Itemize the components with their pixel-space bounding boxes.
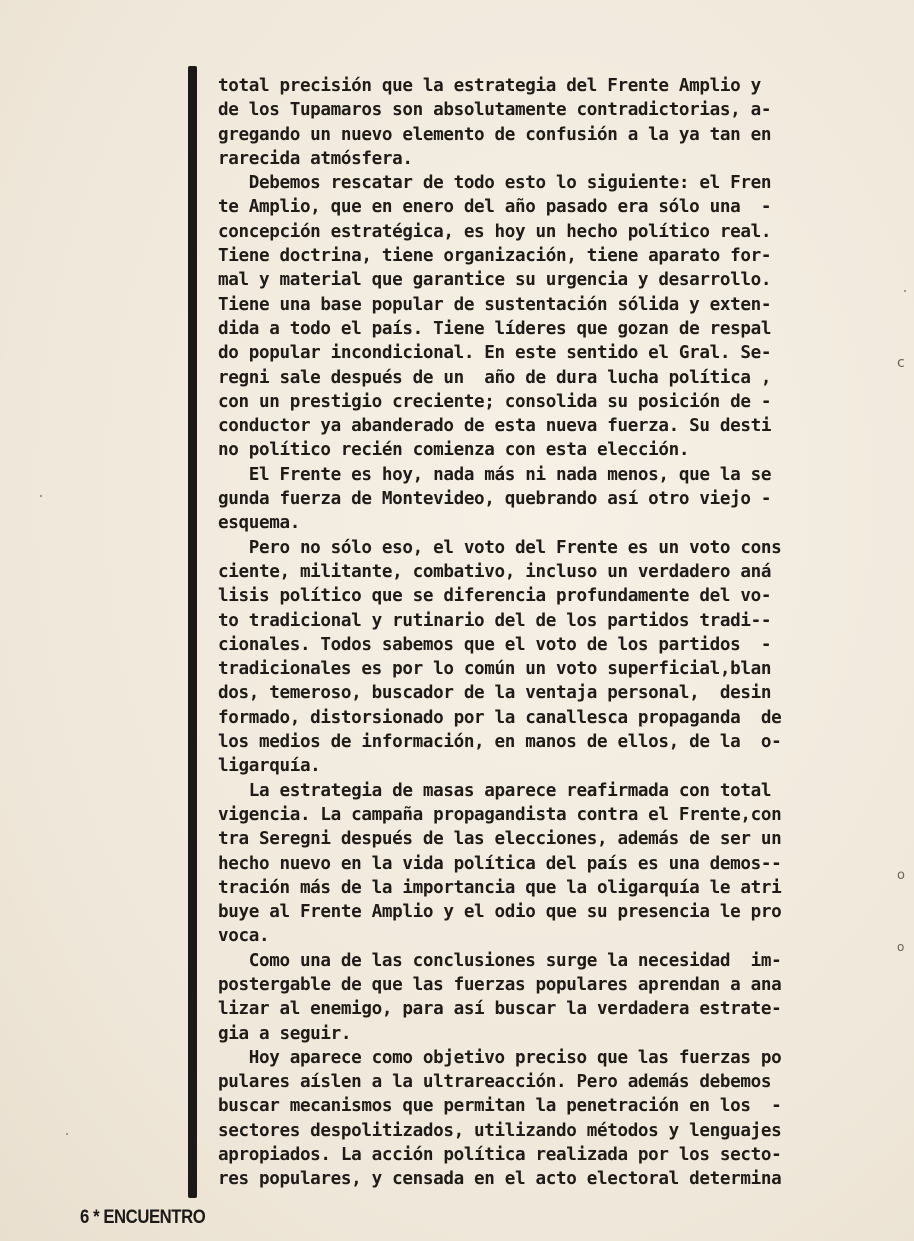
text-line: sectores despolitizados, utilizando métodos y lenguajes [218,1120,782,1141]
text-line: no político recién comienza con esta elección. [218,440,690,461]
text-line: El Frente es hoy, nada más ni nada menos, que la se [218,464,772,485]
text-line: con un prestigio creciente; consolida su posición de - [218,391,772,412]
text-line: voca. [218,926,270,947]
punch-hole-mark: c [897,355,905,371]
text-line: dos, temeroso, buscador de la ventaja personal, desin [218,683,772,704]
text-line: regni sale después de un año de dura lucha política , [218,367,772,388]
text-line: ligarquía. [218,756,321,777]
text-line: concepción estratégica, es hoy un hecho político real. [218,221,772,242]
text-line: te Amplio, que en enero del año pasado era sólo una - [218,197,772,218]
text-line: buye al Frente Amplio y el odio que su presencia le pro [218,902,782,923]
paper-speck [66,1133,68,1135]
text-line: Debemos rescatar de todo esto lo siguiente: el Fren [218,173,772,194]
text-line: ciente, militante, combativo, incluso un verdadero aná [218,561,772,582]
text-line: vigencia. La campaña propagandista contra el Frente,con [218,804,782,825]
text-line: cionales. Todos sabemos que el voto de los partidos - [218,634,772,655]
text-line: buscar mecanismos que permitan la penetración en los - [218,1096,782,1117]
text-line: los medios de información, en manos de ellos, de la o- [218,732,782,753]
text-line: gunda fuerza de Montevideo, quebrando así otro viejo - [218,489,772,510]
paper-speck [904,290,906,292]
text-line: res populares, y censada en el acto electoral determina [218,1169,782,1190]
punch-hole-mark: o [897,868,905,883]
punch-hole-mark: o [897,940,905,954]
text-line: lisis político que se diferencia profundamente del vo- [218,586,772,607]
text-line: rarecida atmósfera. [218,148,413,169]
text-line: Tiene doctrina, tiene organización, tiene aparato for- [218,246,772,267]
text-line: to tradicional y rutinario del de los partidos tradi-- [218,610,772,631]
paper-speck [40,495,42,497]
body-text [218,74,890,1192]
text-line: do popular incondicional. En este sentido el Gral. Se- [218,343,772,364]
text-line: Como una de las conclusiones surge la necesidad im- [218,950,782,971]
text-line: gregando un nuevo elemento de confusión a la ya tan en [218,124,772,145]
text-line: hecho nuevo en la vida política del país es una demos-- [218,853,782,874]
text-line: formado, distorsionado por la canallesca propaganda de [218,707,782,728]
text-line: gia a seguir. [218,1023,352,1044]
text-line: Tiene una base popular de sustentación sólida y exten- [218,294,772,315]
text-line: postergable de que las fuerzas populares aprendan a ana [218,974,782,995]
text-line: esquema. [218,513,300,534]
text-line: total precisión que la estrategia del Frente Amplio y [218,76,761,96]
text-line: mal y material que garantice su urgencia y desarrollo. [218,270,772,291]
text-line: Pero no sólo eso, el voto del Frente es un voto cons [218,537,782,558]
margin-rule [188,66,197,1198]
page-footer: 6 * ENCUENTRO [80,1207,206,1228]
text-line: conductor ya abanderado de esta nueva fuerza. Su desti [218,416,772,437]
text-line: lizar al enemigo, para así buscar la verdadera estrate- [218,999,782,1020]
text-line: dida a todo el país. Tiene líderes que gozan de respal [218,318,772,339]
text-line: La estrategia de masas aparece reafirmada con total [218,780,772,801]
text-line: tradicionales es por lo común un voto superficial,blan [218,659,772,680]
text-line: tración más de la importancia que la oligarquía le atri [218,877,782,898]
text-line: Hoy aparece como objetivo preciso que las fuerzas po [218,1047,782,1068]
text-line: pulares aíslen a la ultrareacción. Pero además debemos [218,1072,772,1093]
text-line: apropiados. La acción política realizada por los secto- [218,1145,782,1166]
text-line: tra Seregni después de las elecciones, además de ser un [218,829,782,850]
text-line: de los Tupamaros son absolutamente contradictorias, a- [218,100,772,121]
